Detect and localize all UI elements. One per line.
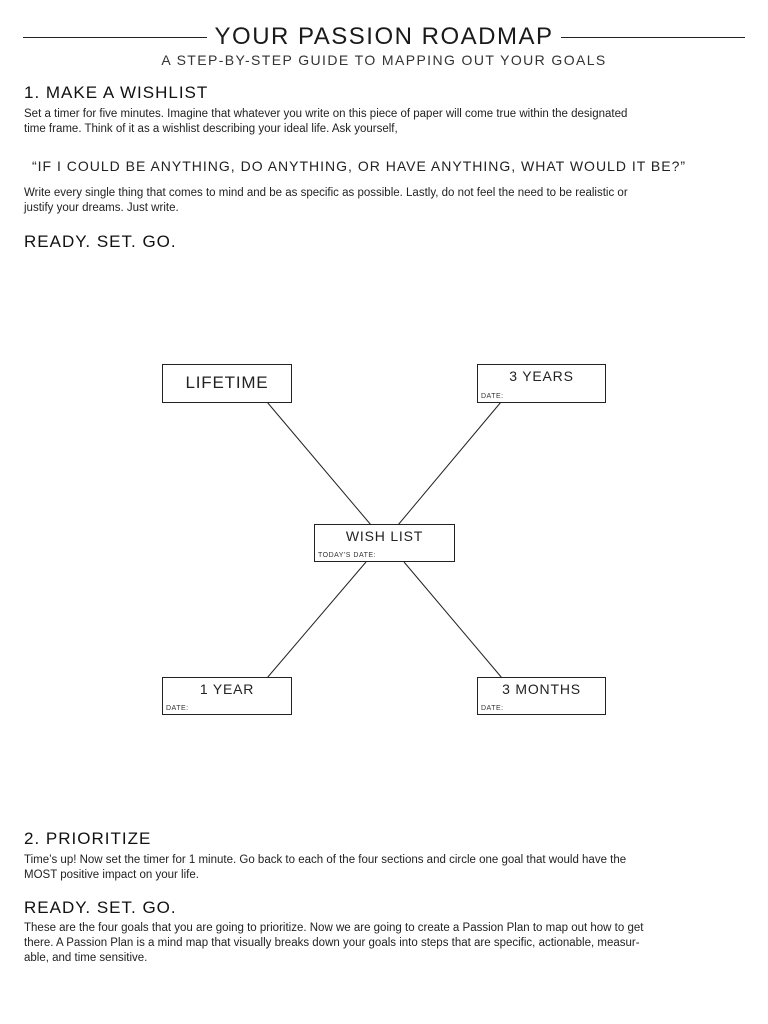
- section2-body-line1: These are the four goals that you are going to prioritize. Now we are going to create a Passion Plan to map out how to get: [24, 922, 644, 934]
- section1-heading: 1. MAKE A WISHLIST: [24, 83, 209, 102]
- three-years-box[interactable]: [477, 364, 606, 403]
- three-months-date-label: DATE:: [481, 705, 504, 712]
- wish-list-box[interactable]: [314, 524, 455, 562]
- connector-1-year: [267, 562, 366, 678]
- connector-lifetime: [267, 402, 371, 525]
- three-months-box[interactable]: [477, 677, 606, 715]
- three-years-label: 3 YEARS: [509, 368, 574, 384]
- section1-body-line2: justify your dreams. Just write.: [24, 202, 179, 214]
- section1-body-line1: Write every single thing that comes to mind and be as specific as possible. Lastly, do not feel the need to be realistic or: [24, 187, 628, 199]
- section2-line2: MOST positive impact on your life.: [24, 869, 199, 881]
- section2-line1: Time’s up! Now set the timer for 1 minute. Go back to each of the four sections and circle one goal that would have the: [24, 854, 627, 866]
- connector-3-months: [404, 562, 502, 678]
- lifetime-label: LIFETIME: [185, 373, 269, 392]
- section2-ready-heading: READY. SET. GO.: [24, 898, 177, 917]
- wish-list-label: WISH LIST: [345, 528, 424, 544]
- wish-list-date-label: TODAY'S DATE:: [318, 552, 377, 559]
- wishlist-quote: “IF I COULD BE ANYTHING, DO ANYTHING, OR HAVE ANYTHING, WHAT WOULD IT BE?”: [32, 158, 687, 174]
- section2-body-line2: there. A Passion Plan is a mind map that visually breaks down your goals into steps that are specific, actionable, measur-: [24, 937, 640, 949]
- three-years-date-label: DATE:: [481, 393, 504, 400]
- section2-body-line3: able, and time sensitive.: [24, 952, 148, 964]
- connector-3-years: [398, 402, 501, 525]
- one-year-box[interactable]: [162, 677, 292, 715]
- section1-intro-line2: time frame. Think of it as a wishlist describing your ideal life. Ask yourself,: [24, 123, 398, 135]
- one-year-label: 1 YEAR: [199, 681, 255, 697]
- section2-heading: 2. PRIORITIZE: [24, 829, 152, 848]
- section1-intro-line1: Set a timer for five minutes. Imagine that whatever you write on this piece of paper will come true within the designated: [24, 108, 628, 120]
- three-months-label: 3 MONTHS: [502, 681, 581, 697]
- one-year-date-label: DATE:: [166, 705, 189, 712]
- page-subtitle: A STEP-BY-STEP GUIDE TO MAPPING OUT YOUR GOALS: [161, 52, 607, 68]
- section1-ready-heading: READY. SET. GO.: [24, 232, 177, 251]
- page-title-text: YOUR PASSION ROADMAP: [207, 23, 562, 50]
- lifetime-box[interactable]: [162, 364, 292, 403]
